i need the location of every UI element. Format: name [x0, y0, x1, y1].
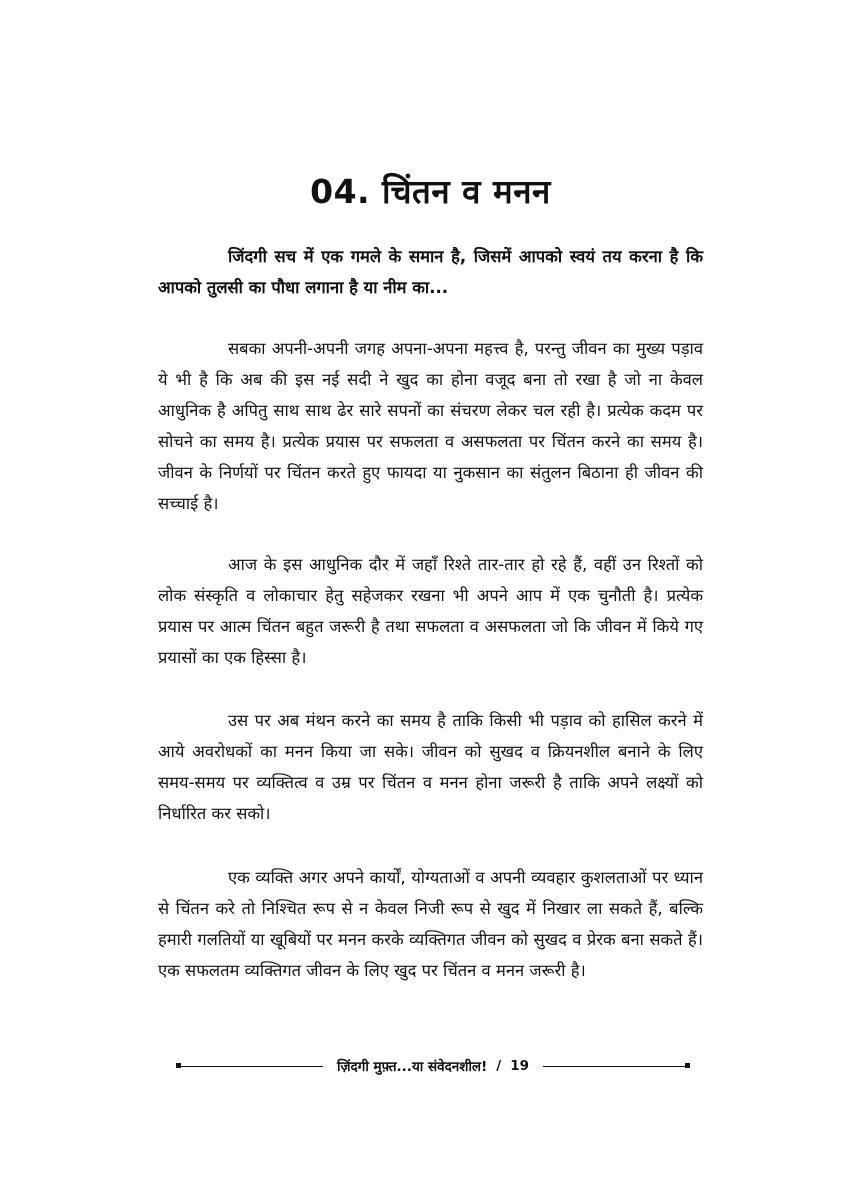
footer-book-title: ज़िंदगी मुफ़्त...या संवेदनशील!: [337, 1059, 488, 1075]
footer-rule-end-dot: [685, 1063, 690, 1068]
page-number: 19: [510, 1058, 529, 1074]
paragraph-text: उस पर अब मंथन करने का समय है ताकि किसी भी पड़ाव को हासिल करने में आये अवरोधकों का मनन किया जा सके। जीवन को सुखद व क्रियनशील बनाने के लिए समय-समय पर व्यक्तित्व व उम्र पर चिंतन व मनन होना जरूरी है ताकि अपने लक्ष्यों को निर्धारित कर सको।: [158, 711, 703, 823]
epigraph: [158, 241, 703, 303]
paragraph-3: [158, 705, 703, 829]
paragraph-4: [158, 862, 703, 986]
page-footer: [178, 1054, 688, 1078]
paragraph-text: सबका अपनी-अपनी जगह अपना-अपना महत्त्व है, परन्तु जीवन का मुख्य पड़ाव ये भी है कि अब की इस नई सदी ने खुद का होना वजूद बना तो रखा है जो ना केवल आधुनिक है अपितु साथ साथ ढेर सारे सपनों का संचरण लेकर चल रही है। प्रत्येक कदम पर सोचने का समय है। प्रत्येक प्रयास पर सफलता व असफलता पर चिंतन करने का समय है। जीवन के निर्णयों पर चिंतन करते हुए फायदा या नुकसान का संतुलन बिठाना ही जीवन की सच्चाई है।: [158, 339, 703, 513]
paragraph-text: आज के इस आधुनिक दौर में जहाँ रिश्ते तार-तार हो रहे हैं, वहीं उन रिश्तों को लोक संस्कृति व लोकाचार हेतु सहेजकर रखना भी अपने आप में एक चुनौती है। प्रत्येक प्रयास पर आत्म चिंतन बहुत जरूरी है तथा सफलता व असफलता जो कि जीवन में किये गए प्रयासों का एक हिस्सा है।: [158, 555, 703, 667]
paragraph-1: [158, 333, 703, 519]
footer-rule-right: [543, 1066, 688, 1067]
paragraph-2: [158, 549, 703, 673]
footer-separator: /: [496, 1058, 502, 1074]
paragraph-text: एक व्यक्ति अगर अपने कार्यों, योग्यताओं व अपनी व्यवहार कुशलताओं पर ध्यान से चिंतन करे तो निश्चित रूप से न केवल निजी रूप से खुद में निखार ला सकते हैं, बल्कि हमारी गलतियों या खूबियों पर मनन करके व्यक्तिगत जीवन को सुखद व प्रेरक बना सकते हैं। एक सफलतम व्यक्तिगत जीवन के लिए खुद पर चिंतन व मनन जरूरी है।: [158, 868, 703, 980]
footer-rule-left: [178, 1066, 323, 1067]
chapter-title: 04. चिंतन व मनन: [310, 172, 551, 211]
footer-rule-end-dot: [176, 1063, 181, 1068]
epigraph-text: जिंदगी सच में एक गमले के समान है, जिसमें आपको स्वयं तय करना है कि आपको तुलसी का पौधा लगाना है या नीम का...: [158, 247, 703, 297]
